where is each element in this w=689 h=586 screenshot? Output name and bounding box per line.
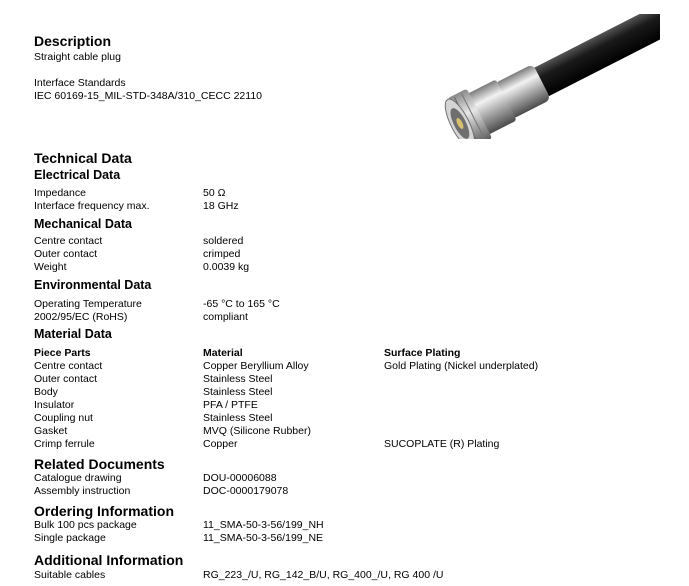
- material-plating: SUCOPLATE (R) Plating: [384, 438, 500, 450]
- material-header-surface-plating: Surface Plating: [384, 347, 461, 359]
- spec-label-weight: Weight: [34, 261, 67, 273]
- spec-value-rohs: compliant: [203, 311, 248, 323]
- description-heading: Description: [34, 33, 112, 49]
- material-plating: Gold Plating (Nickel underplated): [384, 360, 539, 372]
- description-text: Straight cable plug: [34, 51, 121, 63]
- material-material: Stainless Steel: [203, 412, 273, 424]
- spec-value-centre-contact: soldered: [203, 235, 244, 247]
- interface-standards-value: IEC 60169-15_MIL-STD-348A/310_CECC 22110: [34, 90, 263, 102]
- product-image: [425, 14, 660, 139]
- material-material: Stainless Steel: [203, 386, 273, 398]
- ordering-label-single: Single package: [34, 532, 106, 544]
- interface-standards-label: Interface Standards: [34, 77, 126, 89]
- spec-value-outer-contact: crimped: [203, 248, 241, 260]
- material-data-heading: Material Data: [34, 327, 112, 341]
- material-part: Body: [34, 386, 58, 398]
- spec-label-centre-contact: Centre contact: [34, 235, 103, 247]
- material-part: Gasket: [34, 425, 68, 437]
- material-part: Crimp ferrule: [34, 438, 95, 450]
- material-material: Stainless Steel: [203, 373, 273, 385]
- additional-value-suitable-cables: RG_223_/U, RG_142_B/U, RG_400_/U, RG 400 /U: [203, 569, 444, 581]
- spec-label-outer-contact: Outer contact: [34, 248, 98, 260]
- spec-value-operating-temperature: -65 °C to 165 °C: [203, 298, 280, 310]
- spec-value-weight: 0.0039 kg: [203, 261, 250, 273]
- related-documents-heading: Related Documents: [34, 456, 165, 472]
- material-material: Copper: [203, 438, 238, 450]
- spec-label-impedance: Impedance: [34, 187, 86, 199]
- spec-label-rohs: 2002/95/EC (RoHS): [34, 311, 128, 323]
- spec-label-operating-temperature: Operating Temperature: [34, 298, 142, 310]
- ordering-value-bulk: 11_SMA-50-3-56/199_NH: [203, 519, 324, 531]
- material-material: Copper Beryllium Alloy: [203, 360, 309, 372]
- ordering-information-heading: Ordering Information: [34, 503, 174, 519]
- spec-label-frequency: Interface frequency max.: [34, 200, 150, 212]
- material-header-piece-parts: Piece Parts: [34, 347, 91, 359]
- related-label-assembly: Assembly instruction: [34, 485, 131, 497]
- material-part: Centre contact: [34, 360, 103, 372]
- related-value-catalogue: DOU-00006088: [203, 472, 277, 484]
- material-material: MVQ (Silicone Rubber): [203, 425, 311, 437]
- additional-information-heading: Additional Information: [34, 552, 184, 568]
- ordering-value-single: 11_SMA-50-3-56/199_NE: [203, 532, 324, 544]
- mechanical-data-heading: Mechanical Data: [34, 217, 132, 231]
- spec-value-frequency: 18 GHz: [203, 200, 239, 212]
- material-part: Insulator: [34, 399, 75, 411]
- material-material: PFA / PTFE: [203, 399, 258, 411]
- related-label-catalogue: Catalogue drawing: [34, 472, 122, 484]
- spec-value-impedance: 50 Ω: [203, 187, 226, 199]
- electrical-data-heading: Electrical Data: [34, 168, 121, 182]
- environmental-data-heading: Environmental Data: [34, 278, 152, 292]
- material-part: Coupling nut: [34, 412, 93, 424]
- additional-label-suitable-cables: Suitable cables: [34, 569, 106, 581]
- ordering-label-bulk: Bulk 100 pcs package: [34, 519, 137, 531]
- material-header-material: Material: [203, 347, 243, 359]
- technical-data-heading: Technical Data: [34, 150, 132, 166]
- related-value-assembly: DOC-0000179078: [203, 485, 289, 497]
- material-part: Outer contact: [34, 373, 98, 385]
